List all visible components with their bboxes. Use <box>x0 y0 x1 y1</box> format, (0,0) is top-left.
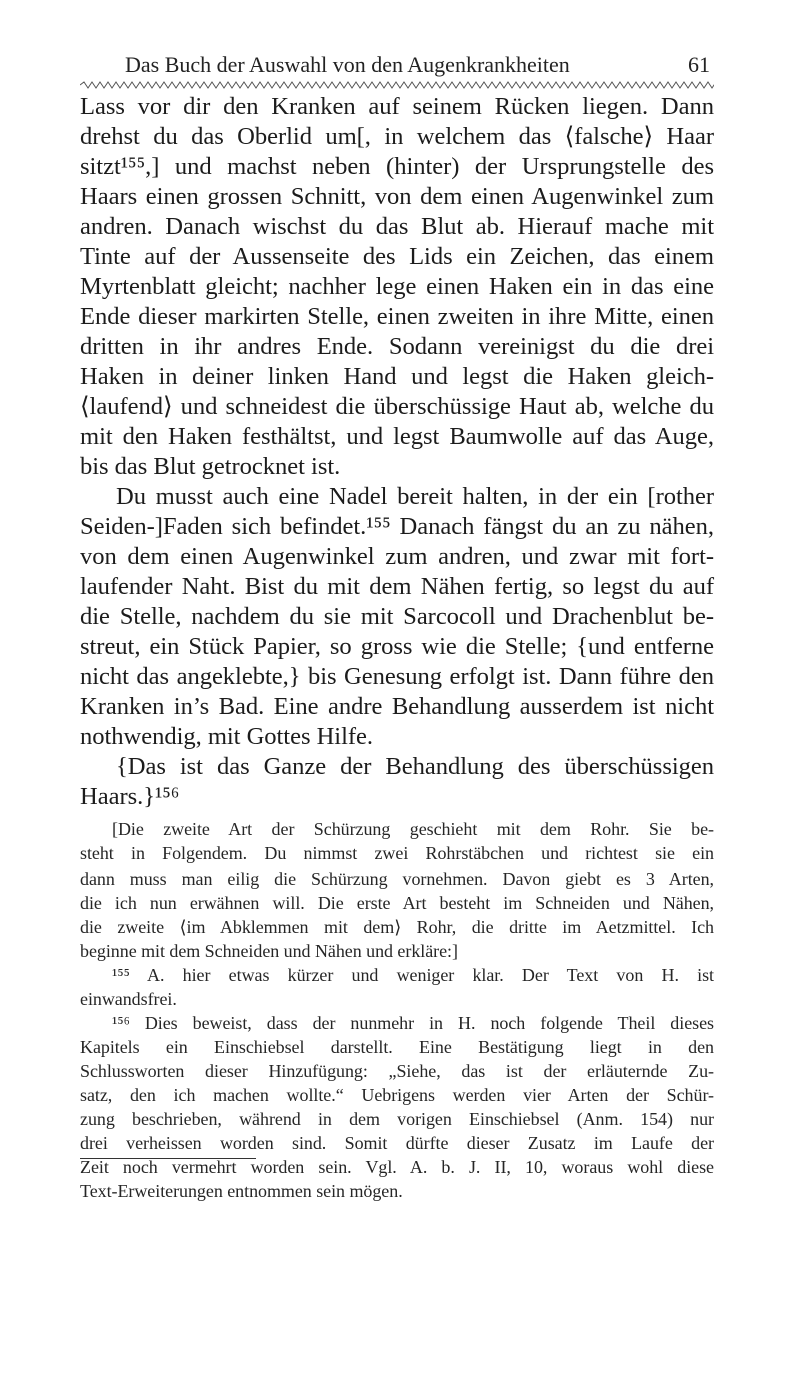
footnote-line: zung beschrieben, während in dem vorigen Einschiebsel (Anm. 154) nur <box>80 1109 714 1129</box>
text-line: drehst du das Oberlid um[, in welchem das ⟨falsche⟩ Haar <box>80 123 714 150</box>
text-line: Tinte auf der Aussenseite des Lids ein Zeichen, das einem <box>80 243 714 270</box>
running-header <box>80 52 710 78</box>
footnote-line: Kapitels ein Einschiebsel darstellt. Eine Bestätigung liegt in den <box>80 1037 714 1057</box>
text-line: andren. Danach wischst du das Blut ab. Hierauf mache mit <box>80 213 714 240</box>
footnote-line: Text-Erweiterungen entnommen sein mögen. <box>80 1181 403 1201</box>
text-line: mit den Haken festhältst, und legst Baumwolle auf das Auge, <box>80 423 714 450</box>
text-line: Seiden-]Faden sich befindet.¹⁵⁵ Danach fängst du an zu nähen, <box>80 513 714 540</box>
text-line: Du musst auch eine Nadel bereit halten, in der ein [rother <box>116 483 714 510</box>
note-line: [Die zweite Art der Schürzung geschieht mit dem Rohr. Sie be- <box>112 819 714 839</box>
running-title: Das Buch der Auswahl von den Augenkrankheiten <box>125 52 570 77</box>
footnote-line: drei verheissen worden sind. Somit dürfte dieser Zusatz im Laufe der <box>80 1133 714 1153</box>
text-line: Kranken in’s Bad. Eine andre Behandlung ausserdem ist nicht <box>80 693 714 720</box>
footnote-156: ¹⁵⁶ Dies beweist, dass der nunmehr in H. noch folgende Theil dieses <box>112 1013 714 1033</box>
text-line: Haars.}¹⁵⁶ <box>80 783 180 810</box>
text-line: {Das ist das Ganze der Behandlung des überschüssigen <box>116 753 714 780</box>
header-ornament-rule <box>80 80 714 90</box>
footnote-line: beginne mit dem Schneiden und Nähen und erkläre:] <box>80 941 458 961</box>
footnote-155: ¹⁵⁵ A. hier etwas kürzer und weniger klar. Der Text von H. ist <box>112 965 714 985</box>
footnote-line: die ich nun erwähnen will. Die erste Art besteht im Schneiden und Nähen, <box>80 893 714 913</box>
text-line: sitzt¹⁵⁵,] und machst neben (hinter) der Ursprungstelle des <box>80 153 714 180</box>
text-line: bis das Blut getrocknet ist. <box>80 453 341 480</box>
footnote-line: Schlussworten dieser Hinzufügung: „Siehe, das ist der erläuternde Zu- <box>80 1061 714 1081</box>
footnote-line: dann muss man eilig die Schürzung vornehmen. Davon giebt es 3 Arten, <box>80 869 714 889</box>
text-line: streut, ein Stück Papier, so gross wie die Stelle; {und entferne <box>80 633 714 660</box>
text-line: laufender Naht. Bist du mit dem Nähen fertig, so legst du auf <box>80 573 714 600</box>
text-line: nicht das angeklebte,} bis Genesung erfolgt ist. Dann führe den <box>80 663 714 690</box>
text-line: ⟨laufend⟩ und schneidest die überschüssige Haut ab, welche du <box>80 393 714 420</box>
footnote-line: einwandsfrei. <box>80 989 177 1009</box>
text-line: dritten in ihr andres Ende. Sodann vereinigst du die drei <box>80 333 714 360</box>
text-line: die Stelle, nachdem du sie mit Sarcocoll und Drachenblut be- <box>80 603 714 630</box>
note-line: steht in Folgendem. Du nimmst zwei Rohrstäbchen und richtest sie ein <box>80 843 714 863</box>
text-line: Lass vor dir den Kranken auf seinem Rücken liegen. Dann <box>80 93 714 120</box>
footnote-line: satz, den ich machen wollte.“ Uebrigens werden vier Arten der Schür- <box>80 1085 714 1105</box>
footnote-line: die zweite ⟨im Abklemmen mit dem⟩ Rohr, die dritte im Aetzmittel. Ich <box>80 917 714 937</box>
text-line: Haars einen grossen Schnitt, von dem einen Augenwinkel zum <box>80 183 714 210</box>
footnote-line: Zeit noch vermehrt worden sein. Vgl. A. b. J. II, 10, woraus wohl diese <box>80 1157 714 1177</box>
text-line: Myrtenblatt gleicht; nachher lege einen Haken ein in das eine <box>80 273 714 300</box>
text-line: Ende dieser markirten Stelle, einen zweiten in ihre Mitte, einen <box>80 303 714 330</box>
text-line: Haken in deiner linken Hand und legst die Haken gleich- <box>80 363 714 390</box>
text-line: von dem einen Augenwinkel zum andren, und zwar mit fort- <box>80 543 714 570</box>
page-number: 61 <box>688 52 710 77</box>
text-line: nothwendig, mit Gottes Hilfe. <box>80 723 373 750</box>
